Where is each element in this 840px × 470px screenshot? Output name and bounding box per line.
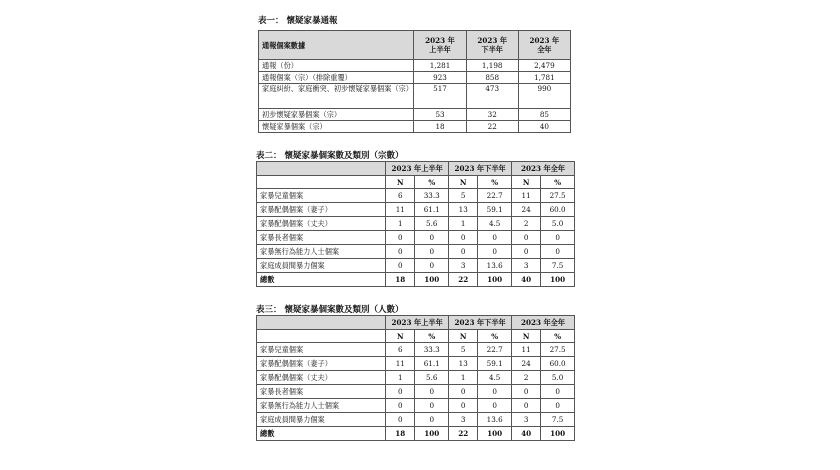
row-label: 通報（份） (259, 60, 414, 72)
cell: 60.0 (541, 203, 575, 217)
cell: 22 (466, 121, 518, 133)
table-row (259, 121, 571, 133)
cell: 0 (386, 399, 415, 413)
row-label: 家暴兒童個案 (257, 189, 386, 203)
cell: 22 (449, 273, 478, 287)
cell: 0 (449, 385, 478, 399)
cell: 13.6 (478, 259, 512, 273)
table-row (259, 84, 571, 109)
cell: 4.5 (478, 217, 512, 231)
table2-body (257, 189, 575, 287)
row-label: 家暴長者個案 (257, 385, 386, 399)
cell: 11 (386, 357, 415, 371)
cell: 0 (386, 231, 415, 245)
cell: 59.1 (478, 203, 512, 217)
cell: 27.5 (541, 189, 575, 203)
table1-header-label: 通報個案數據 (259, 31, 414, 60)
cell: 3 (512, 259, 541, 273)
cell: 100 (478, 427, 512, 441)
cell: 0 (512, 399, 541, 413)
cell: 18 (386, 427, 415, 441)
table-row (257, 217, 575, 231)
n-label: N (512, 176, 541, 189)
table-row (257, 357, 575, 371)
cell: 1,198 (466, 60, 518, 72)
table2-group-header (257, 162, 575, 176)
table-row (257, 259, 575, 273)
table-row (257, 413, 575, 427)
group-label: 2023 年下半年 (449, 162, 512, 176)
cell: 2,479 (518, 60, 570, 72)
table2-sub-header (257, 176, 575, 189)
n-label: N (512, 330, 541, 343)
cell: 0 (478, 231, 512, 245)
cell: 61.1 (415, 203, 449, 217)
cell: 0 (478, 245, 512, 259)
cell: 11 (386, 203, 415, 217)
cell: 3 (449, 259, 478, 273)
n-label: N (386, 330, 415, 343)
cell: 100 (541, 273, 575, 287)
cell: 33.3 (415, 189, 449, 203)
cell: 85 (518, 109, 570, 121)
row-label: 總數 (257, 427, 386, 441)
table1-col-h1: 2023 年 上半年 (414, 31, 466, 60)
row-label: 初步懷疑家暴個案（宗） (259, 109, 414, 121)
cell: 24 (512, 357, 541, 371)
cell: 0 (386, 245, 415, 259)
cell: 53 (414, 109, 466, 121)
cell: 858 (466, 72, 518, 84)
table3-group-header (257, 316, 575, 330)
total-row (257, 273, 575, 287)
row-label: 家暴兒童個案 (257, 343, 386, 357)
cell: 990 (518, 84, 570, 109)
row-label: 家暴配偶個案（妻子） (257, 357, 386, 371)
table-row (259, 60, 571, 72)
table-row (257, 189, 575, 203)
cell: 1 (449, 371, 478, 385)
cell: 0 (386, 385, 415, 399)
total-row (257, 427, 575, 441)
cell: 5.0 (541, 217, 575, 231)
cell: 22 (449, 427, 478, 441)
cell: 13 (449, 357, 478, 371)
cell: 0 (386, 413, 415, 427)
cell: 13.6 (478, 413, 512, 427)
cell: 4.5 (478, 371, 512, 385)
cell: 60.0 (541, 357, 575, 371)
table3-sub-header (257, 330, 575, 343)
cell: 1,781 (518, 72, 570, 84)
table2 (256, 161, 575, 287)
pct-label: % (415, 176, 449, 189)
cell: 22.7 (478, 343, 512, 357)
row-label: 家暴配偶個案（丈夫） (257, 371, 386, 385)
table1 (258, 30, 571, 133)
cell: 61.1 (415, 357, 449, 371)
cell: 1 (386, 217, 415, 231)
cell: 0 (449, 245, 478, 259)
cell: 1,281 (414, 60, 466, 72)
cell: 40 (512, 427, 541, 441)
table-row (257, 231, 575, 245)
row-label: 通報個案（宗）（排除重覆） (259, 72, 414, 84)
cell: 5.0 (541, 371, 575, 385)
cell: 32 (466, 109, 518, 121)
pct-label: % (415, 330, 449, 343)
cell: 5 (449, 343, 478, 357)
cell: 517 (414, 84, 466, 109)
cell: 5.6 (415, 371, 449, 385)
cell: 0 (541, 399, 575, 413)
table-row (257, 343, 575, 357)
row-label: 家暴配偶個案（妻子） (257, 203, 386, 217)
cell: 0 (415, 399, 449, 413)
row-label: 家暴長者個案 (257, 231, 386, 245)
group-label: 2023 年上半年 (386, 162, 449, 176)
group-label: 2023 年全年 (512, 162, 575, 176)
table-row (257, 203, 575, 217)
table1-caption: 表一： 懷疑家暴通報 (258, 16, 338, 26)
pct-label: % (541, 330, 575, 343)
n-label: N (386, 176, 415, 189)
n-label: N (449, 176, 478, 189)
row-label: 家庭成員間暴力個案 (257, 259, 386, 273)
row-label: 家庭糾紛、家庭衝突、初步懷疑家暴個案（宗） (259, 84, 414, 109)
table-row (257, 399, 575, 413)
cell: 13 (449, 203, 478, 217)
row-label: 家暴配偶個案（丈夫） (257, 217, 386, 231)
pct-label: % (478, 176, 512, 189)
cell: 0 (478, 385, 512, 399)
cell: 1 (449, 217, 478, 231)
cell: 0 (415, 385, 449, 399)
table1-header-row (259, 31, 571, 60)
cell: 11 (512, 189, 541, 203)
cell: 100 (478, 273, 512, 287)
cell: 3 (512, 413, 541, 427)
pct-label: % (478, 330, 512, 343)
cell: 100 (415, 427, 449, 441)
cell: 18 (386, 273, 415, 287)
cell: 0 (541, 385, 575, 399)
pct-label: % (541, 176, 575, 189)
cell: 0 (415, 245, 449, 259)
row-label: 家暴無行為能力人士個案 (257, 399, 386, 413)
cell: 0 (478, 399, 512, 413)
cell: 7.5 (541, 413, 575, 427)
cell: 473 (466, 84, 518, 109)
group-label: 2023 年下半年 (449, 316, 512, 330)
table-row (257, 245, 575, 259)
table-row (257, 385, 575, 399)
cell: 18 (414, 121, 466, 133)
cell: 0 (415, 413, 449, 427)
table3-caption: 表三： 懷疑家暴個案數及類別（人數） (256, 305, 404, 315)
cell: 0 (386, 259, 415, 273)
cell: 0 (449, 231, 478, 245)
table1-col-h3: 2023 年 全年 (518, 31, 570, 60)
cell: 11 (512, 343, 541, 357)
cell: 27.5 (541, 343, 575, 357)
table3-body (257, 343, 575, 441)
cell: 5 (449, 189, 478, 203)
cell: 1 (386, 371, 415, 385)
cell: 100 (415, 273, 449, 287)
cell: 5.6 (415, 217, 449, 231)
row-label: 家庭成員間暴力個案 (257, 413, 386, 427)
row-label: 家暴無行為能力人士個案 (257, 245, 386, 259)
cell: 3 (449, 413, 478, 427)
table-row (259, 109, 571, 121)
n-label: N (449, 330, 478, 343)
table-row (259, 72, 571, 84)
cell: 0 (512, 385, 541, 399)
cell: 2 (512, 371, 541, 385)
table1-col-h2: 2023 年 下半年 (466, 31, 518, 60)
cell: 6 (386, 343, 415, 357)
cell: 40 (512, 273, 541, 287)
row-label: 總數 (257, 273, 386, 287)
cell: 0 (541, 231, 575, 245)
cell: 100 (541, 427, 575, 441)
cell: 59.1 (478, 357, 512, 371)
cell: 0 (415, 231, 449, 245)
cell: 0 (415, 259, 449, 273)
group-label: 2023 年全年 (512, 316, 575, 330)
cell: 923 (414, 72, 466, 84)
cell: 0 (541, 245, 575, 259)
cell: 0 (512, 245, 541, 259)
cell: 7.5 (541, 259, 575, 273)
row-label: 懷疑家暴個案（宗） (259, 121, 414, 133)
cell: 2 (512, 217, 541, 231)
cell: 40 (518, 121, 570, 133)
cell: 6 (386, 189, 415, 203)
cell: 0 (512, 231, 541, 245)
cell: 33.3 (415, 343, 449, 357)
cell: 24 (512, 203, 541, 217)
cell: 0 (449, 399, 478, 413)
table3 (256, 315, 575, 441)
table-row (257, 371, 575, 385)
cell: 22.7 (478, 189, 512, 203)
group-label: 2023 年上半年 (386, 316, 449, 330)
table2-caption: 表二： 懷疑家暴個案數及類別（宗數） (256, 151, 404, 161)
